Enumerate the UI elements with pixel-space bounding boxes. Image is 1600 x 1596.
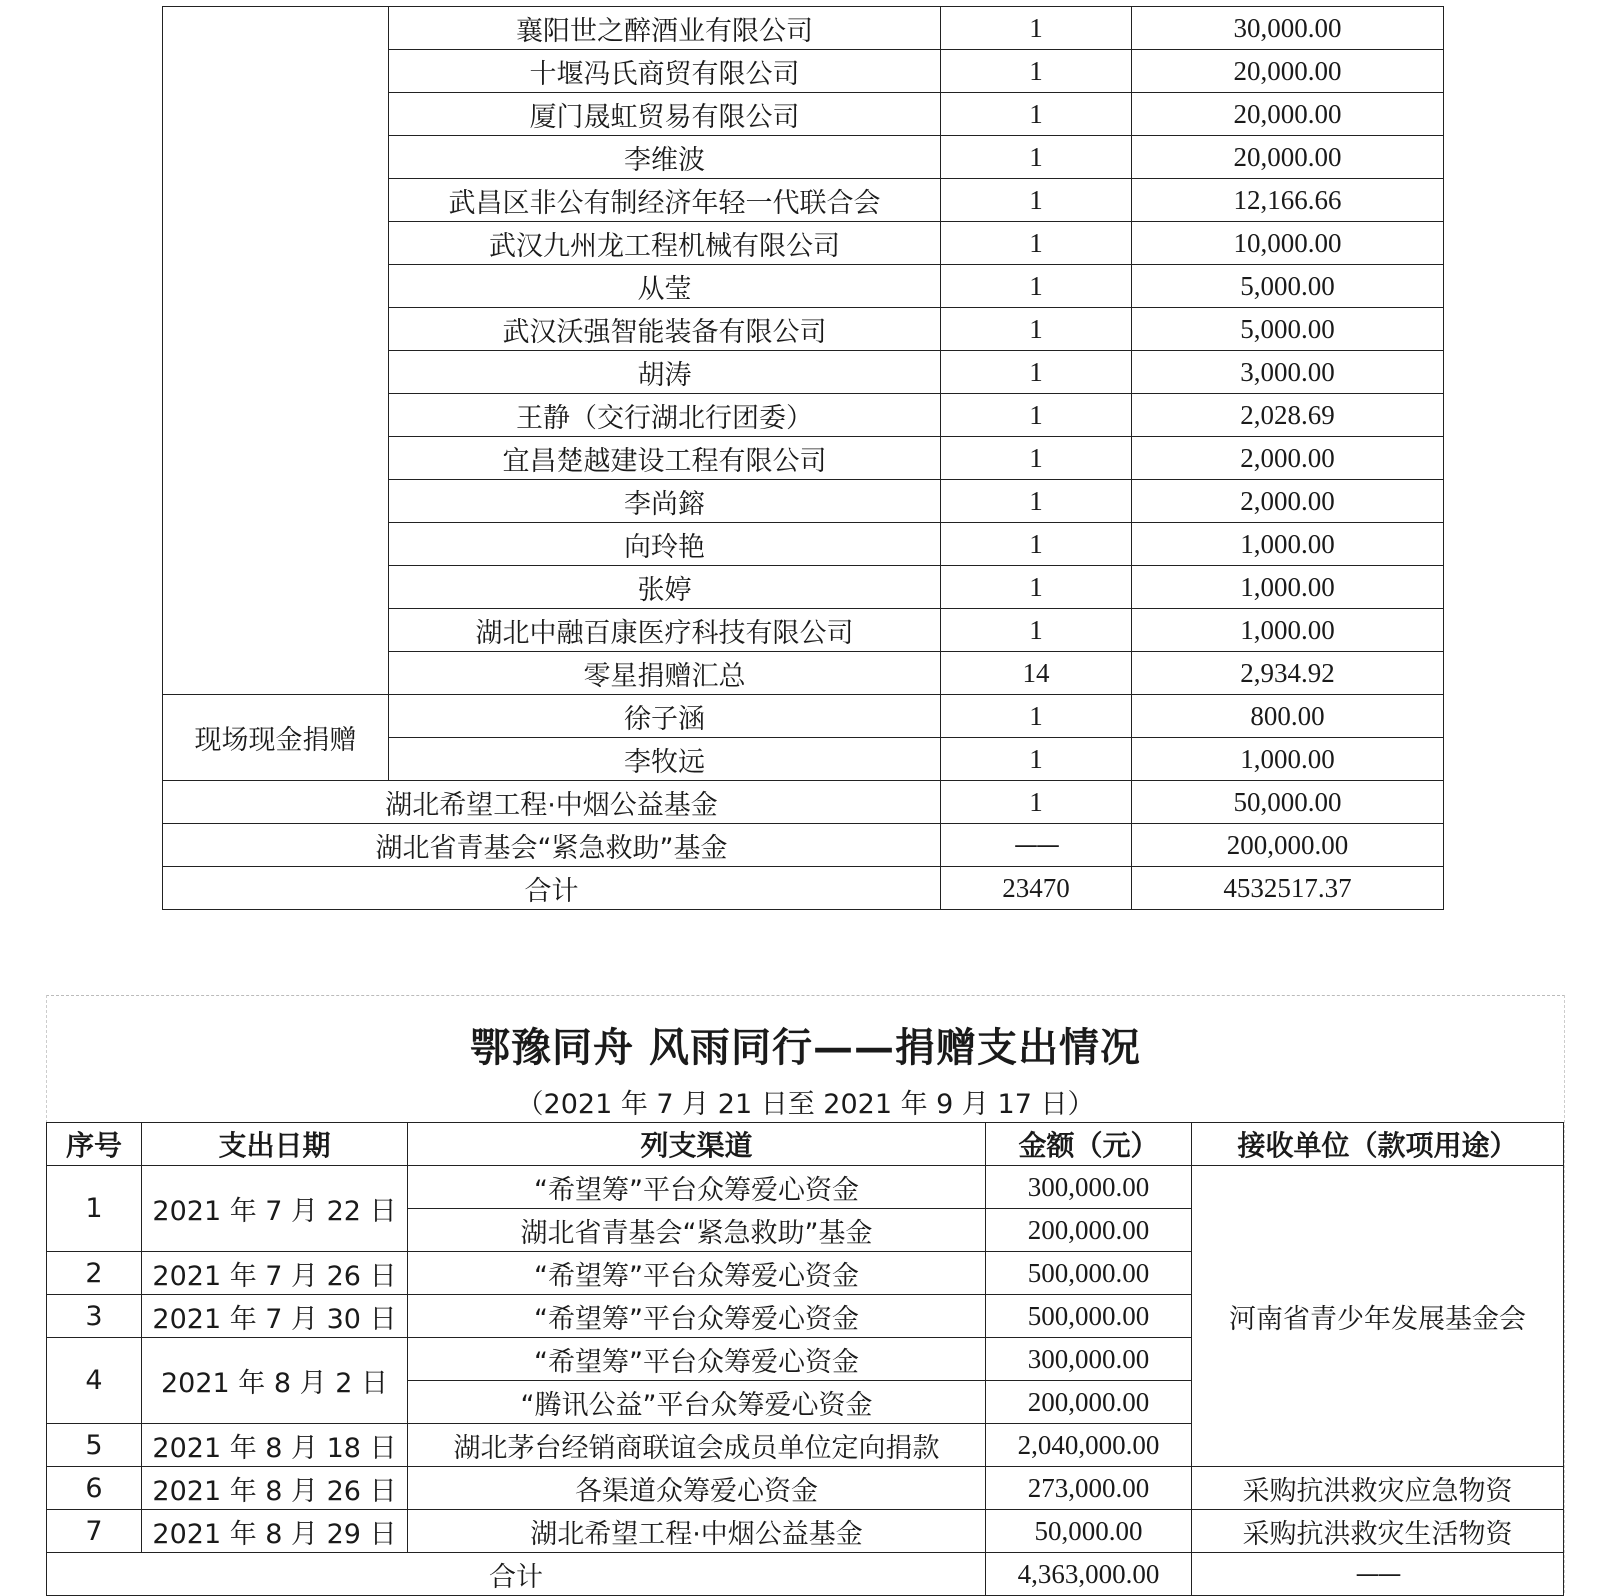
expense-seq: 5 bbox=[47, 1424, 142, 1467]
donor-count: 1 bbox=[941, 351, 1132, 394]
donor-name: 胡涛 bbox=[389, 351, 941, 394]
donor-count: 1 bbox=[941, 50, 1132, 93]
donation-income-table bbox=[162, 6, 1444, 910]
expense-date: 2021 年 7 月 30 日 bbox=[142, 1295, 408, 1338]
donor-amount: 2,000.00 bbox=[1132, 437, 1444, 480]
donation-income-body bbox=[163, 7, 1444, 910]
expense-amount: 273,000.00 bbox=[986, 1467, 1192, 1510]
fund-name: 湖北省青基会“紧急救助”基金 bbox=[163, 824, 941, 867]
expense-channel: “希望筹”平台众筹爱心资金 bbox=[408, 1338, 986, 1381]
donor-amount: 20,000.00 bbox=[1132, 50, 1444, 93]
donor-amount: 1,000.00 bbox=[1132, 738, 1444, 781]
expense-seq: 7 bbox=[47, 1510, 142, 1553]
donor-name: 厦门晟虹贸易有限公司 bbox=[389, 93, 941, 136]
expense-date: 2021 年 7 月 26 日 bbox=[142, 1252, 408, 1295]
expense-amount: 500,000.00 bbox=[986, 1295, 1192, 1338]
donor-name: 李尚鎔 bbox=[389, 480, 941, 523]
donor-name: 从莹 bbox=[389, 265, 941, 308]
fund-count: —— bbox=[941, 824, 1132, 867]
donor-name: 向玲艳 bbox=[389, 523, 941, 566]
donor-amount: 1,000.00 bbox=[1132, 609, 1444, 652]
expense-amount: 2,040,000.00 bbox=[986, 1424, 1192, 1467]
header-date: 支出日期 bbox=[142, 1123, 408, 1166]
donor-name: 湖北中融百康医疗科技有限公司 bbox=[389, 609, 941, 652]
header-recipient: 接收单位（款项用途） bbox=[1192, 1123, 1564, 1166]
expense-channel: “希望筹”平台众筹爱心资金 bbox=[408, 1295, 986, 1338]
donor-count: 1 bbox=[941, 437, 1132, 480]
expense-channel: “希望筹”平台众筹爱心资金 bbox=[408, 1166, 986, 1209]
donor-amount: 12,166.66 bbox=[1132, 179, 1444, 222]
expense-channel: 湖北希望工程·中烟公益基金 bbox=[408, 1510, 986, 1553]
donor-amount: 1,000.00 bbox=[1132, 566, 1444, 609]
expense-channel: 湖北省青基会“紧急救助”基金 bbox=[408, 1209, 986, 1252]
expense-channel: 各渠道众筹爱心资金 bbox=[408, 1467, 986, 1510]
donor-count: 1 bbox=[941, 179, 1132, 222]
donor-count: 1 bbox=[941, 609, 1132, 652]
donor-count: 1 bbox=[941, 738, 1132, 781]
expense-date: 2021 年 7 月 22 日 bbox=[142, 1166, 408, 1252]
total-amount: 4532517.37 bbox=[1132, 867, 1444, 910]
total-row bbox=[163, 867, 1444, 910]
expense-total-amount: 4,363,000.00 bbox=[986, 1553, 1192, 1596]
expense-recipient: 采购抗洪救灾生活物资 bbox=[1192, 1510, 1564, 1553]
donor-count: 1 bbox=[941, 308, 1132, 351]
group-label-online bbox=[163, 7, 389, 695]
table-row bbox=[163, 781, 1444, 824]
donor-name: 武汉九州龙工程机械有限公司 bbox=[389, 222, 941, 265]
expense-channel: 湖北茅台经销商联谊会成员单位定向捐款 bbox=[408, 1424, 986, 1467]
donor-amount: 2,028.69 bbox=[1132, 394, 1444, 437]
donor-name: 李维波 bbox=[389, 136, 941, 179]
expense-body bbox=[47, 1166, 1564, 1596]
expense-date: 2021 年 8 月 2 日 bbox=[142, 1338, 408, 1424]
donor-name: 李牧远 bbox=[389, 738, 941, 781]
donor-count: 1 bbox=[941, 480, 1132, 523]
table-row bbox=[163, 824, 1444, 867]
expense-date: 2021 年 8 月 18 日 bbox=[142, 1424, 408, 1467]
expense-seq: 6 bbox=[47, 1467, 142, 1510]
total-label: 合计 bbox=[163, 867, 941, 910]
expense-title: 鄂豫同舟 风雨同行——捐赠支出情况 bbox=[470, 1024, 1141, 1071]
group-label-cash: 现场现金捐赠 bbox=[163, 695, 389, 781]
table-row bbox=[47, 1467, 1564, 1510]
expense-amount: 500,000.00 bbox=[986, 1252, 1192, 1295]
expense-seq: 2 bbox=[47, 1252, 142, 1295]
donor-count: 1 bbox=[941, 566, 1132, 609]
fund-count: 1 bbox=[941, 781, 1132, 824]
donor-count: 1 bbox=[941, 394, 1132, 437]
expense-date-range: （2021 年 7 月 21 日至 2021 年 9 月 17 日） bbox=[516, 1089, 1095, 1120]
fund-name: 湖北希望工程·中烟公益基金 bbox=[163, 781, 941, 824]
donor-count: 1 bbox=[941, 265, 1132, 308]
expense-seq: 4 bbox=[47, 1338, 142, 1424]
header-seq: 序号 bbox=[47, 1123, 142, 1166]
donor-name: 武昌区非公有制经济年轻一代联合会 bbox=[389, 179, 941, 222]
donor-amount: 2,934.92 bbox=[1132, 652, 1444, 695]
header-channel: 列支渠道 bbox=[408, 1123, 986, 1166]
expense-amount: 300,000.00 bbox=[986, 1166, 1192, 1209]
donor-amount: 20,000.00 bbox=[1132, 136, 1444, 179]
donor-count: 1 bbox=[941, 523, 1132, 566]
expense-amount: 200,000.00 bbox=[986, 1381, 1192, 1424]
table-row bbox=[47, 1510, 1564, 1553]
donor-count: 1 bbox=[941, 136, 1132, 179]
donor-amount: 5,000.00 bbox=[1132, 265, 1444, 308]
expense-date: 2021 年 8 月 29 日 bbox=[142, 1510, 408, 1553]
expense-total-recipient: —— bbox=[1192, 1553, 1564, 1596]
expense-amount: 200,000.00 bbox=[986, 1209, 1192, 1252]
donor-amount: 2,000.00 bbox=[1132, 480, 1444, 523]
donor-count: 1 bbox=[941, 222, 1132, 265]
table-row bbox=[163, 7, 1444, 50]
total-count: 23470 bbox=[941, 867, 1132, 910]
donor-name: 徐子涵 bbox=[389, 695, 941, 738]
donor-name: 十堰冯氏商贸有限公司 bbox=[389, 50, 941, 93]
donor-amount: 800.00 bbox=[1132, 695, 1444, 738]
donor-count: 1 bbox=[941, 7, 1132, 50]
donor-amount: 1,000.00 bbox=[1132, 523, 1444, 566]
expense-recipient: 采购抗洪救灾应急物资 bbox=[1192, 1467, 1564, 1510]
expense-seq: 3 bbox=[47, 1295, 142, 1338]
expense-header-row bbox=[47, 1123, 1564, 1166]
donor-name: 零星捐赠汇总 bbox=[389, 652, 941, 695]
header-amount: 金额（元） bbox=[986, 1123, 1192, 1166]
expense-recipient-main: 河南省青少年发展基金会 bbox=[1192, 1166, 1564, 1467]
donor-count: 1 bbox=[941, 695, 1132, 738]
donor-count: 1 bbox=[941, 93, 1132, 136]
donor-amount: 5,000.00 bbox=[1132, 308, 1444, 351]
expense-channel: “希望筹”平台众筹爱心资金 bbox=[408, 1252, 986, 1295]
fund-amount: 200,000.00 bbox=[1132, 824, 1444, 867]
donor-name: 武汉沃强智能装备有限公司 bbox=[389, 308, 941, 351]
total-row bbox=[47, 1553, 1564, 1596]
expense-channel: “腾讯公益”平台众筹爱心资金 bbox=[408, 1381, 986, 1424]
expense-amount: 50,000.00 bbox=[986, 1510, 1192, 1553]
table-row bbox=[47, 1166, 1564, 1209]
expense-total-label: 合计 bbox=[47, 1553, 986, 1596]
donor-name: 襄阳世之醉酒业有限公司 bbox=[389, 7, 941, 50]
donor-amount: 10,000.00 bbox=[1132, 222, 1444, 265]
donor-name: 王静（交行湖北行团委） bbox=[389, 394, 941, 437]
expense-date: 2021 年 8 月 26 日 bbox=[142, 1467, 408, 1510]
donor-amount: 30,000.00 bbox=[1132, 7, 1444, 50]
table-row bbox=[163, 695, 1444, 738]
expense-seq: 1 bbox=[47, 1166, 142, 1252]
donor-count: 14 bbox=[941, 652, 1132, 695]
expense-amount: 300,000.00 bbox=[986, 1338, 1192, 1381]
donor-amount: 20,000.00 bbox=[1132, 93, 1444, 136]
expense-table bbox=[46, 1122, 1564, 1596]
donor-amount: 3,000.00 bbox=[1132, 351, 1444, 394]
donor-name: 张婷 bbox=[389, 566, 941, 609]
donor-name: 宜昌楚越建设工程有限公司 bbox=[389, 437, 941, 480]
fund-amount: 50,000.00 bbox=[1132, 781, 1444, 824]
